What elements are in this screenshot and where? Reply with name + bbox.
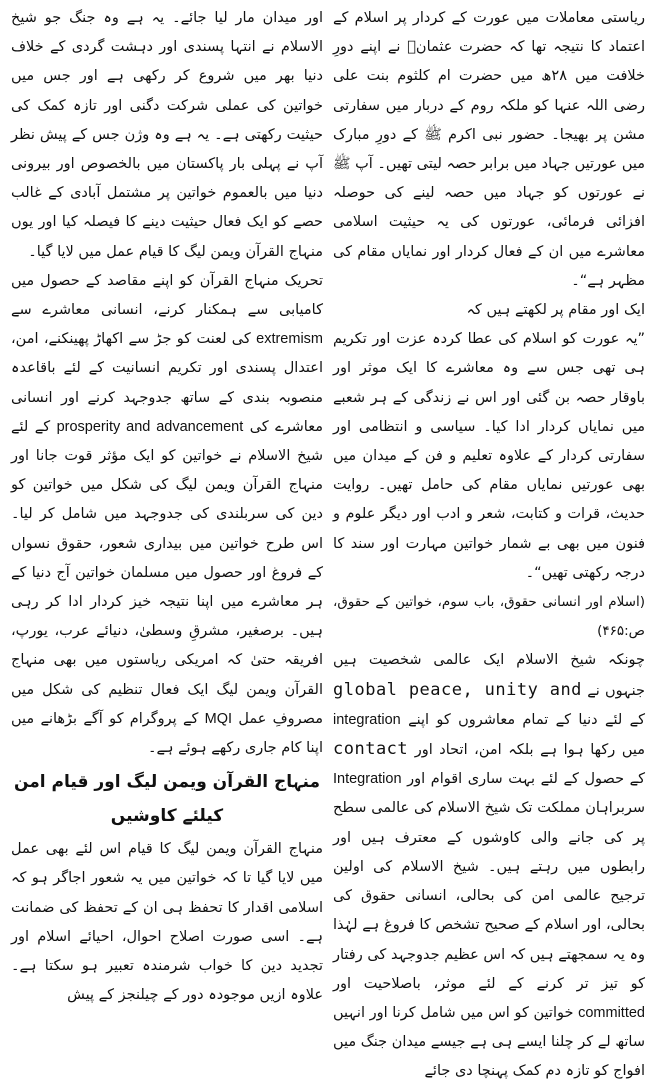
english-term: integration	[333, 711, 401, 728]
book-reference: (اسلام اور انسانی حقوق، باب سوم، خواتین کے حقوق، ص:۴۶۵)	[333, 594, 645, 640]
text-segment: سربراہان مملکت تک شیخ الاسلام کی عالمی سطح پر کی جانے والی کاوشوں کے معترف ہیں اور رابطوں میں رہتے ہیں۔ شیخ الاسلام کی اولین ترجیح عالمی امن کی بحالی، انسانی حقوق کی بحالی، اور اسلام کے صحیح تشخص کا فروغ ہے لہٰذا وہ یہ سمجھتے ہیں کہ اس عظیم جدوجہد کی رفتار کو تیز تر کرنے کے لئے موثر، باصلاحیت اور	[333, 800, 645, 992]
english-term: committed	[578, 1004, 645, 1021]
english-term: global peace, unity and	[333, 679, 582, 700]
text-segment: کے حصول کے لئے بہت ساری اقوام اور	[407, 771, 646, 788]
left-column	[11, 4, 323, 1026]
text-segment: کی لعنت کو جڑ سے اکھاڑ پھینکنے، امن، اعتدال پسندی اور تکریم انسانیت کے لئے باقاعدہ منصوبہ بندی کے ساتھ جدوجہد کرنے اور انسانی معاشرے کی	[11, 331, 323, 435]
text-segment: خواتین کو اس میں شامل کرنا اور انہیں ساتھ لے کر چلنا ایسے ہی ہے جیسے میدان جنگ میں افواج کو تازہ دم کمک پہنچا دی جائے	[333, 1004, 645, 1080]
english-term: MQI	[204, 710, 233, 727]
text-segment: تحریک منہاج القرآن کو اپنے مقاصد کے حصول میں کامیابی سے ہمکنار کرنے، انسانی معاشرے سے	[11, 272, 323, 319]
paragraph-movement-goals	[11, 267, 323, 763]
text-segment: چونکہ شیخ الاسلام ایک عالمی شخصیت ہیں جنہوں نے	[333, 652, 645, 699]
english-term: contact	[333, 739, 409, 760]
text-segment: کے لئے شیخ الاسلام نے خواتین کو ایک مؤثر قوت جانا اور منہاج القرآن ویمن لیگ کی شکل میں خواتین کو دین کی سربلندی کی جدوجہد میں شامل کر لیا۔ اس طرح خواتین میں بیداری شعور، حقوق نسواں کے فروغ اور حصول میں مسلمان خواتین آج دنیا کے ہر معاشرے میں اپنا نتیجہ خیز کردار ادا کر رہی ہیں۔ برصغیر، مشرقِ وسطیٰ، دنیائے عرب، یورپ، افریقہ حتیٰ کہ امریکی ریاستوں میں بھی منہاج القرآن ویمن لیگ ایک فعال تنظیم کی شکل میں مصروفِ عمل	[11, 418, 324, 727]
text-segment: کے پروگرام کو آگے بڑھانے میں اپنا کام جاری رکھے ہوئے ہے۔	[11, 710, 323, 757]
paragraph-intro-quote: ایک اور مقام پر لکھتے ہیں کہ	[466, 302, 645, 319]
right-column	[333, 4, 646, 1080]
section-heading: منہاج القرآن ویمن لیگ اور قیام امن کیلئے کاوشیں	[13, 772, 321, 827]
text-segment: میں رکھا ہوا ہے بلکہ امن، اتحاد اور	[414, 742, 645, 759]
text-segment: کے لئے دنیا کے تمام معاشروں کو اپنے	[408, 711, 646, 728]
english-term: Integration	[333, 771, 402, 788]
paragraph-shaykh-global	[333, 646, 645, 1086]
english-term: prosperity and advancement	[56, 418, 244, 435]
paragraph-women-state-role: ریاستی معاملات میں عورت کے کردار پر اسلام کے اعتماد کا نتیجہ تھا کہ حضرت عثمانؓ نے اپنے دورِ خلافت میں ۲۸ھ میں حضرت ام کلثوم بنت علی رضی اللہ عنہا کو ملکہ روم کے دربار میں سفارتی مشن پر بھیجا۔ حضور نبی اکرم ﷺ کے دورِ مبارک میں عورتیں جہاد میں برابر حصہ لیتی تھیں۔ آپ ﷺ نے عورتوں کو جہاد میں حصہ لینے کی حوصلہ افزائی فرمائی، عورتوں کی یہ حیثیت اسلامی معاشرے میں ان کے فعال کردار اور نمایاں مقام کی مظہر ہے“۔	[333, 10, 646, 289]
paragraph-quote: ”یہ عورت کو اسلام کی عطا کردہ عزت اور تکریم ہی تھی جس سے وہ معاشرے کا ایک موثر اور باوقار حصہ بن گئی اور اس نے زندگی کے ہر شعبے میں نمایاں کردار ادا کیا۔ سیاسی و انتظامی اور سفارتی کردار کے علاوہ تعلیم و فن کے میدان میں بھی عورتیں نمایاں مقام کی حامل تھیں۔ روایت حدیث، قرات و کتابت، شعر و ادب اور دیگر علوم و فنون میں بھی بے شمار خواتین مہارت اور سند کا درجہ رکھتی تھیں“۔	[333, 331, 645, 581]
paragraph-womens-league-purpose: منہاج القرآن ویمن لیگ کا قیام اس لئے بھی عمل میں لایا گیا تا کہ خواتین میں یہ شعور اجاگر ہو کہ اسلامی اقدار کا تحفظ ہی ان کے تحفظ کی ضمانت ہے۔ اسی صورت اصلاح احوال، احیائے اسلام اور تجدید دین کا خواب شرمندہ تعبیر ہو سکتا ہے۔ علاوہ ازیں موجودہ دور کے چیلنجز کے پیش	[11, 841, 323, 1004]
english-term: extremism	[256, 331, 323, 348]
paragraph-vision: اور میدان مار لیا جائے۔ یہ ہے وہ جنگ جو شیخ الاسلام نے انتہا پسندی اور دہشت گردی کے خلاف دنیا بھر میں شروع کر رکھی ہے اور جس میں خواتین کی عملی شرکت دگنی اور تازہ کمک کی حیثیت رکھتی ہے۔ یہ ہے وہ وژن جس کے پیش نظر آپ نے پہلی بار پاکستان میں بالخصوص اور بیرونی دنیا میں بالعموم خواتین پر مشتمل آبادی کے غالب حصے کو ایک فعال حیثیت دینے کا فیصلہ کیا اور یوں منہاج القرآن ویمن لیگ کا قیام عمل میں لایا گیا۔	[11, 10, 323, 260]
